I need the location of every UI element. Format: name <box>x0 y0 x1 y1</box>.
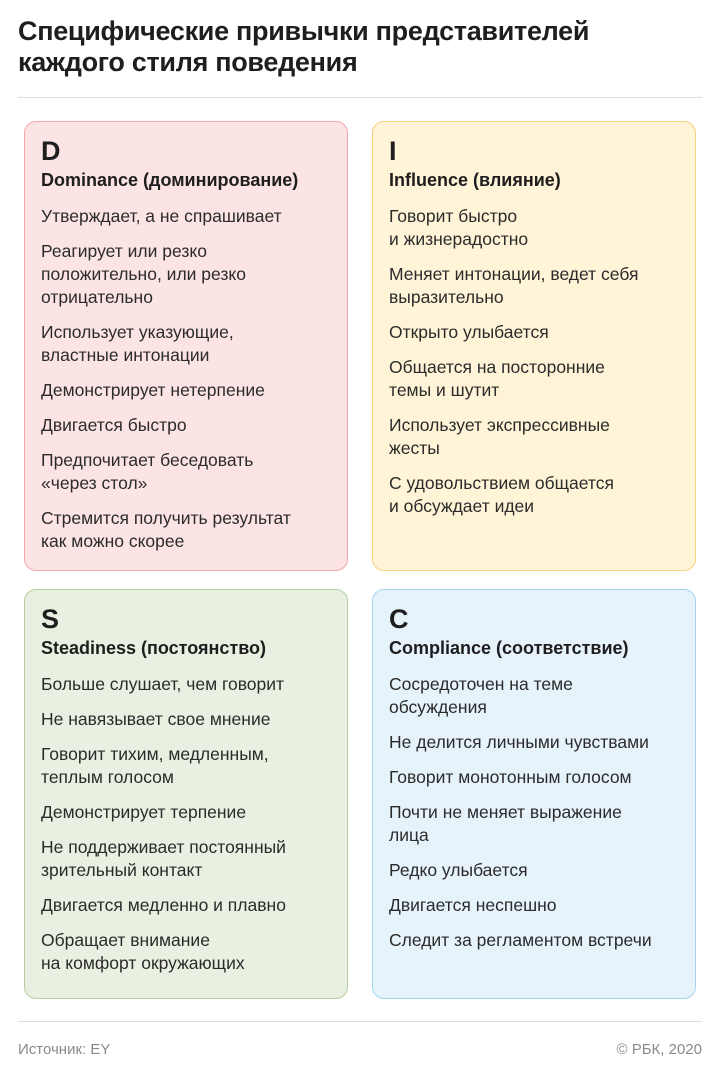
page-title: Специфические привычки представителей каждого стиля поведения <box>18 16 590 77</box>
copyright-note: © РБК, 2020 <box>616 1041 702 1058</box>
trait-item: Двигается быстро <box>41 415 187 435</box>
card-style-name: Influence (влияние) <box>389 170 561 190</box>
bottom-divider <box>18 1021 702 1022</box>
trait-item: Не поддерживает постоянный зрительный контакт <box>41 837 286 880</box>
trait-item: Использует указующие, властные интонации <box>41 322 234 365</box>
card-letter: D <box>41 136 61 166</box>
trait-item: Демонстрирует нетерпение <box>41 380 265 400</box>
trait-item: Говорит монотонным голосом <box>389 767 632 787</box>
card-compliance <box>372 589 696 999</box>
card-letter: C <box>389 604 409 634</box>
trait-item: Говорит быстро и жизнерадостно <box>389 206 529 249</box>
trait-item: Редко улыбается <box>389 860 528 880</box>
trait-item: Двигается медленно и плавно <box>41 895 286 915</box>
trait-list <box>389 673 679 952</box>
trait-list <box>41 205 331 553</box>
source-note: Источник: EY <box>18 1041 111 1058</box>
trait-item: Открыто улыбается <box>389 322 549 342</box>
trait-item: Сосредоточен на теме обсуждения <box>389 674 573 717</box>
trait-item: Реагирует или резко положительно, или резко отрицательно <box>41 241 246 307</box>
card-steadiness <box>24 589 348 999</box>
trait-item: Обращает внимание на комфорт окружающих <box>41 930 245 973</box>
trait-item: Почти не меняет выражение лица <box>389 802 622 845</box>
trait-item: Демонстрирует терпение <box>41 802 247 822</box>
trait-item: Предпочитает беседовать «через стол» <box>41 450 254 493</box>
trait-item: Говорит тихим, медленным, теплым голосом <box>41 744 269 787</box>
trait-item: Стремится получить результат как можно скорее <box>41 508 291 551</box>
card-letter: S <box>41 604 60 634</box>
card-style-name: Dominance (доминирование) <box>41 170 299 190</box>
trait-list <box>41 673 331 975</box>
trait-item: С удовольствием общается и обсуждает идеи <box>389 473 614 516</box>
trait-item: Общается на посторонние темы и шутит <box>389 357 605 400</box>
card-style-name: Compliance (соответствие) <box>389 638 629 658</box>
card-dominance <box>24 121 348 571</box>
trait-item: Использует экспрессивные жесты <box>389 415 610 458</box>
trait-item: Больше слушает, чем говорит <box>41 674 285 694</box>
trait-list <box>389 205 679 518</box>
card-letter: I <box>389 136 397 166</box>
trait-item: Двигается неспешно <box>389 895 557 915</box>
top-divider <box>18 97 702 98</box>
trait-item: Следит за регламентом встречи <box>389 930 652 950</box>
card-influence <box>372 121 696 571</box>
trait-item: Утверждает, а не спрашивает <box>41 206 282 226</box>
trait-item: Не навязывает свое мнение <box>41 709 271 729</box>
card-style-name: Steadiness (постоянство) <box>41 638 267 658</box>
trait-item: Меняет интонации, ведет себя выразительно <box>389 264 639 307</box>
trait-item: Не делится личными чувствами <box>389 732 649 752</box>
